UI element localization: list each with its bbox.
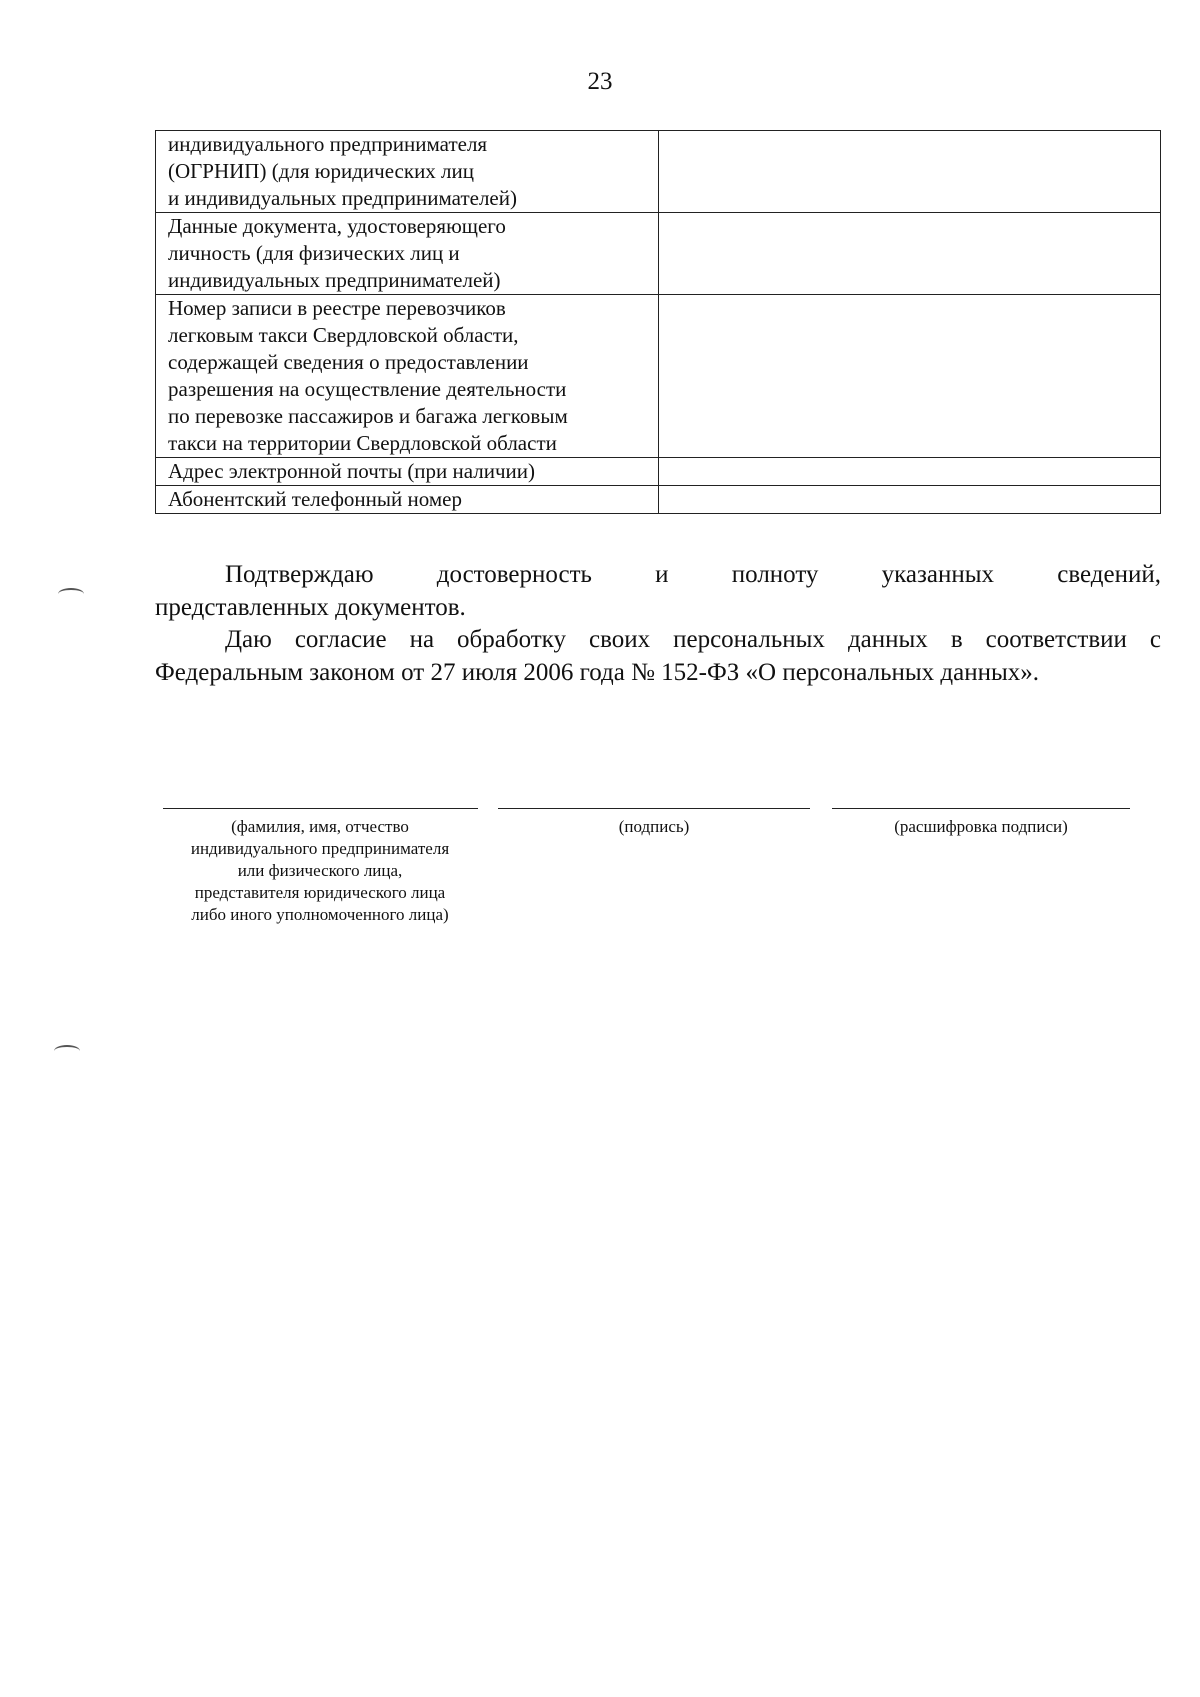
consent-statement: Даю согласие на обработку своих персональных данных в соответствии с Федеральным законом от 27 июля 2006 года № 152-ФЗ «О персональных данных». (155, 626, 1161, 686)
label-line: индивидуального предпринимателя (168, 132, 488, 156)
name-caption-line: (фамилия, имя, отчество (231, 817, 409, 836)
label-line: личность (для физических лиц и (168, 241, 460, 265)
label-line: по перевозке пассажиров и багажа легковым (168, 404, 568, 428)
row-label-registry-number (156, 295, 659, 458)
confirmation-line-2: представленных документов. (155, 594, 466, 621)
name-caption (155, 816, 485, 926)
label-line: разрешения на осуществление деятельности (168, 377, 567, 401)
label-line: Абонентский телефонный номер (168, 487, 462, 511)
name-caption-line: или физического лица, (237, 861, 403, 880)
signature-line[interactable] (498, 808, 810, 809)
punch-hole-mark (58, 588, 84, 600)
identity-document-value-cell[interactable] (658, 213, 1160, 295)
decoding-caption: (расшифровка подписи) (894, 817, 1068, 836)
name-caption-line: либо иного уполномоченного лица) (191, 905, 449, 924)
table-row (156, 458, 1161, 486)
row-label-phone (156, 486, 659, 514)
table-row (156, 486, 1161, 514)
page-number: 23 (587, 68, 613, 95)
signature-decoding-line[interactable] (832, 808, 1130, 809)
registry-number-value-cell[interactable] (658, 295, 1160, 458)
label-line: такси на территории Свердловской области (168, 431, 557, 455)
label-line: содержащей сведения о предоставлении (168, 350, 529, 374)
label-line: легковым такси Свердловской области, (168, 323, 519, 347)
label-line: индивидуальных предпринимателей) (168, 268, 501, 292)
name-signature-line[interactable] (163, 808, 478, 809)
punch-hole-mark (54, 1045, 80, 1057)
label-line: и индивидуальных предпринимателей) (168, 186, 517, 210)
phone-value-cell[interactable] (658, 486, 1160, 514)
confirmation-line-1: Подтверждаю достоверность и полноту указанных сведений, (225, 561, 1161, 588)
email-value-cell[interactable] (658, 458, 1160, 486)
row-label-email (156, 458, 659, 486)
label-line: Номер записи в реестре перевозчиков (168, 296, 506, 320)
confirmation-statement (155, 558, 1161, 624)
label-line: (ОГРНИП) (для юридических лиц (168, 159, 475, 183)
row-label-ogrnip (156, 131, 659, 213)
table-row (156, 131, 1161, 213)
name-caption-line: индивидуального предпринимателя (190, 839, 450, 858)
row-label-identity-document (156, 213, 659, 295)
applicant-details-table (155, 130, 1161, 514)
signature-caption: (подпись) (618, 817, 690, 836)
table-row (156, 295, 1161, 458)
name-caption-line: представителя юридического лица (194, 883, 446, 902)
table-row (156, 213, 1161, 295)
ogrnip-value-cell[interactable] (658, 131, 1160, 213)
label-line: Данные документа, удостоверяющего (168, 214, 506, 238)
label-line: Адрес электронной почты (при наличии) (168, 459, 536, 483)
